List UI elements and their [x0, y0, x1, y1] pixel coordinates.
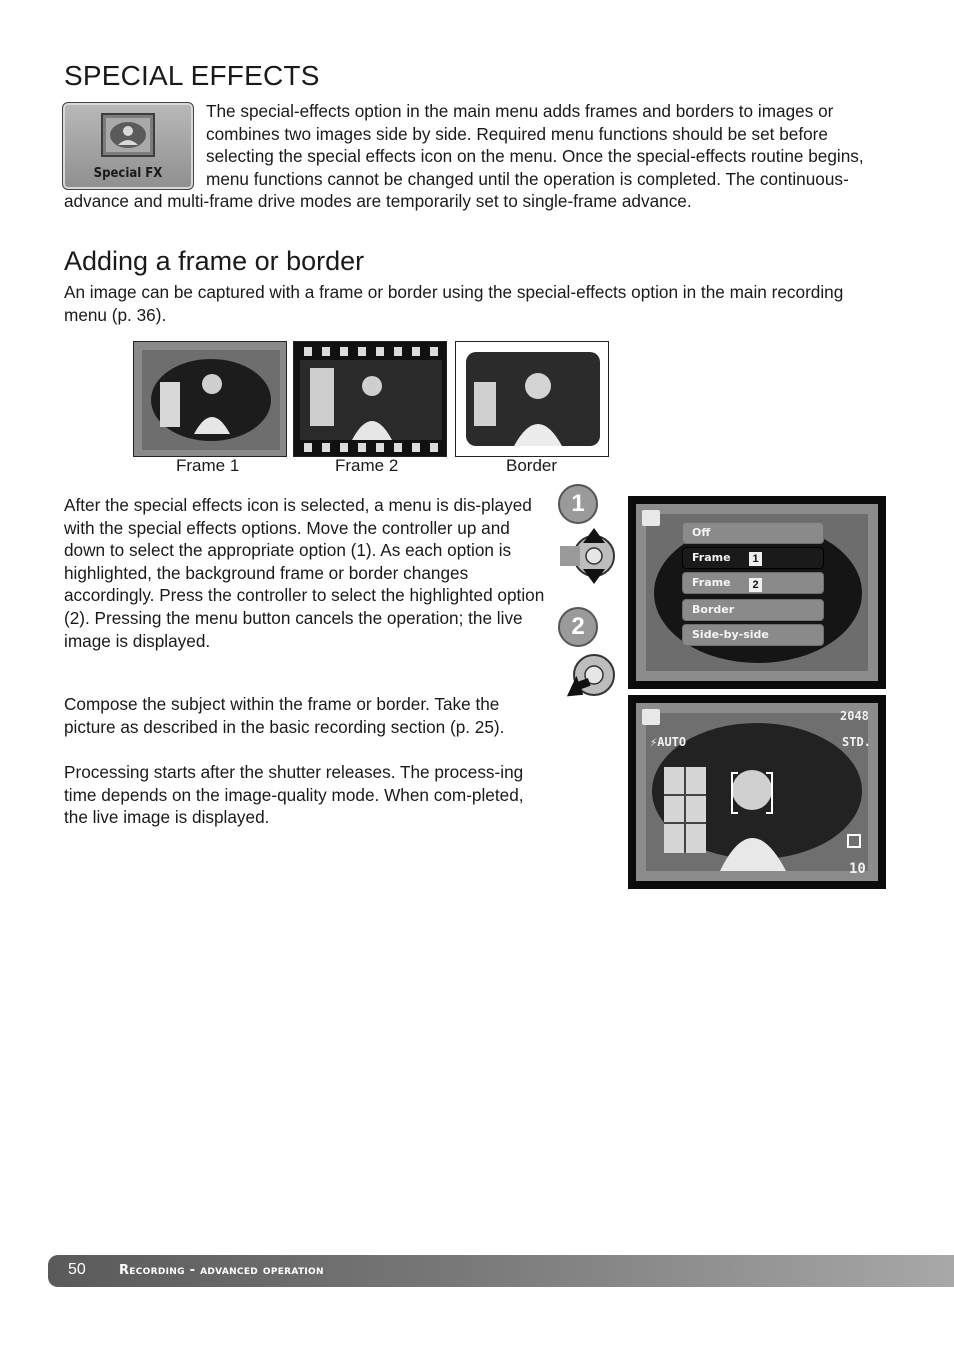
step-1-badge: 1 [558, 484, 598, 524]
frame-1-caption: Frame 1 [176, 456, 240, 475]
frame-counter: 10 [849, 861, 866, 877]
page-footer [48, 1255, 954, 1287]
page-title: SPECIAL EFFECTS [64, 60, 320, 91]
menu-instructions-paragraph: After the special effects icon is selected, a menu is dis-played with the special effects options. Move the controller up and down to select the appropriate option (1). As each option is highlighted, the background frame or border changes accordingly. Press the controller to select the highlighted option (2). Pressing the menu button cancels the operation; the live image is displayed. [64, 495, 545, 651]
menu-badge-1: 1 [749, 552, 762, 566]
intro-paragraph [64, 100, 890, 213]
camera-mode-icon [642, 510, 660, 526]
menu-item-frame-2[interactable]: Frame [682, 572, 824, 594]
menu-item-off[interactable]: Off [682, 522, 824, 544]
section-name: Recording - advanced operation [119, 1263, 324, 1278]
special-effects-menu-screen [628, 496, 886, 689]
processing-paragraph: Processing starts after the shutter releases. The process-ing time depends on the image-quality mode. When com-pleted, the live image is displayed. [64, 762, 524, 828]
step-2-badge: 2 [558, 607, 598, 647]
controller-up-down-icon [560, 527, 616, 585]
border-example-image [455, 341, 609, 457]
frame-1-example-image [133, 341, 287, 457]
controller-press-icon [558, 652, 618, 698]
menu-item-frame-1[interactable]: Frame [682, 547, 824, 569]
image-size-indicator: 2048 [840, 709, 869, 723]
menu-badge-2: 2 [749, 578, 762, 592]
border-caption: Border [506, 456, 558, 475]
menu-item-side-by-side[interactable]: Side-by-side [682, 624, 824, 646]
special-fx-label: Special FX [93, 166, 163, 181]
frame-2-caption: Frame 2 [335, 456, 399, 475]
section-intro: An image can be captured with a frame or border using the special-effects option in the main recording menu (p. 36). [64, 282, 844, 325]
flash-icon: ⚡ [650, 735, 658, 749]
frame-2-example-image [293, 341, 447, 457]
menu-item-border[interactable]: Border [682, 599, 824, 621]
flash-mode-indicator: ⚡AUTO [650, 735, 687, 749]
intro-text: The special-effects option in the main menu adds frames and borders to images or combines two images side by side. Required menu functions should be set before selecting the special effects icon on the menu. Once the special-effects routine begins, menu functions cannot be changed until the operation is completed. The continuous-advance and multi-frame drive modes are temporarily set to single-frame advance. [64, 101, 864, 212]
quality-indicator: STD. [842, 735, 871, 749]
live-view-screen [628, 695, 886, 889]
section-heading: Adding a frame or border [64, 246, 365, 276]
compose-paragraph: Compose the subject within the frame or border. Take the picture as described in the basic recording section (p. 25). [64, 694, 505, 737]
camera-mode-icon [642, 709, 660, 725]
page-number: 50 [68, 1261, 86, 1278]
